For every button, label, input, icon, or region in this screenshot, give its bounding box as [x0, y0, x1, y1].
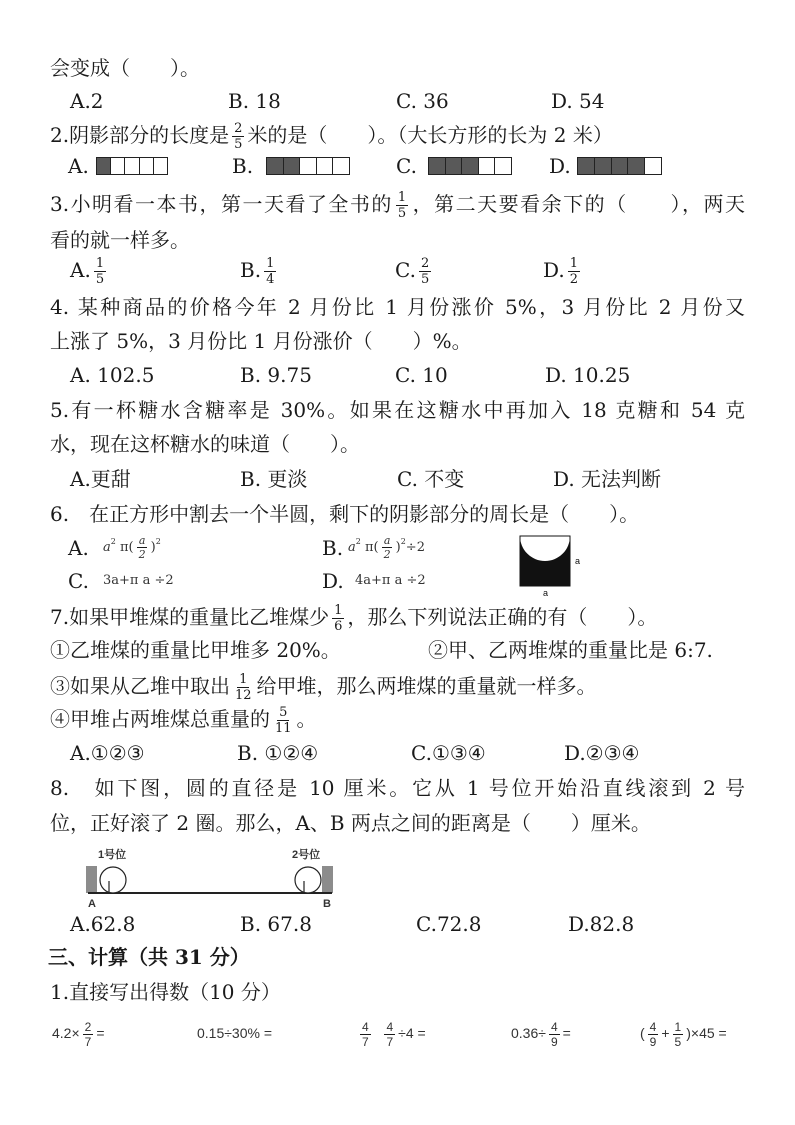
fraction — [232, 122, 244, 151]
numerator: 4 — [386, 1019, 394, 1034]
option-a-bar — [96, 157, 168, 175]
option-a-formula — [103, 533, 161, 563]
option-d-label: D. — [322, 569, 344, 593]
option-d: D.82.8 — [568, 912, 635, 936]
denominator: 4 — [266, 272, 275, 287]
point-a-label: A — [88, 898, 96, 910]
option-d — [543, 255, 583, 286]
formula-base: a — [103, 540, 111, 555]
calc-text: 4.2× — [52, 1025, 80, 1041]
shaded-cell — [97, 158, 111, 174]
option-b: B. 9.75 — [240, 363, 312, 387]
q4-options — [0, 360, 795, 390]
side-length-label: a — [575, 556, 581, 566]
q6-options-cd — [0, 566, 795, 596]
option-c: C.72.8 — [416, 912, 482, 936]
option-label: D. — [543, 258, 565, 282]
circle-position-1 — [100, 867, 126, 893]
option-b-bar — [266, 157, 350, 175]
statement-4-suffix: 。 — [296, 707, 317, 731]
fraction — [332, 604, 344, 633]
option-d: D. 10.25 — [545, 363, 631, 387]
formula-close: ) — [395, 540, 401, 555]
option-label: C. — [395, 258, 416, 282]
option-d: D.②③④ — [564, 741, 640, 765]
option-a: A.更甜 — [70, 467, 131, 491]
q8-stem-line2: 位，正好滚了 2 圈。那么，A、B 两点之间的距离是（ ）厘米。 — [50, 811, 651, 835]
fraction — [549, 1021, 560, 1048]
q4-stem-line2: 上涨了 5%，3 月份比 1 月份涨价（ ）%。 — [50, 329, 472, 353]
fraction — [137, 535, 148, 560]
statement-3-prefix: ③如果从乙堆中取出 — [50, 674, 230, 698]
numerator: a — [383, 534, 391, 547]
denominator: 9 — [550, 1034, 558, 1049]
fraction — [264, 257, 276, 286]
exponent: 2 — [155, 537, 161, 546]
option-c: C.①③④ — [411, 741, 486, 765]
option-b-formula — [348, 533, 425, 563]
square-semicircle-figure — [514, 532, 586, 598]
statement-2: ②甲、乙两堆煤的重量比是 6:7. — [428, 638, 713, 662]
denominator: 2 — [383, 548, 391, 561]
option-a: A.62.8 — [70, 912, 136, 936]
fraction — [273, 706, 294, 735]
numerator: 4 — [550, 1019, 558, 1034]
fraction — [360, 1021, 371, 1048]
empty-cell — [125, 158, 139, 174]
empty-cell — [111, 158, 125, 174]
option-a-label: A. — [68, 154, 89, 178]
q7-stem-suffix: ，那么下列说法正确的有（ ）。 — [347, 605, 658, 629]
right-wall-block — [322, 866, 333, 893]
option-b: B. 18 — [228, 89, 281, 113]
statement-4-prefix: ④甲堆占两堆煤总重量的 — [50, 707, 270, 731]
calc-text: ÷4 = — [398, 1025, 426, 1041]
option-a: A. 102.5 — [70, 363, 155, 387]
position-2-label: 2号位 — [292, 849, 321, 861]
q3-stem-line2: 看的就一样多。 — [50, 228, 190, 252]
q7-stem — [50, 602, 657, 632]
numerator: 1 — [569, 256, 578, 271]
q2-stem-prefix: 2.阴影部分的长度是 — [50, 123, 230, 147]
option-c-bar — [428, 157, 512, 175]
calc-text: = — [562, 1025, 571, 1041]
calc-text: = — [96, 1025, 105, 1041]
shaded-cell — [462, 158, 479, 174]
bottom-length-label: a — [543, 588, 549, 598]
fraction — [94, 257, 106, 286]
formula-pi: π( — [365, 540, 379, 555]
option-b: B. 更淡 — [240, 467, 308, 491]
section-title: 三、计算（共 31 分） — [48, 945, 250, 969]
denominator: 6 — [334, 619, 343, 634]
denominator: 5 — [397, 206, 407, 219]
q3-stem-suffix: ，第二天要看余下的（ ），两天 — [411, 192, 745, 216]
denominator: 9 — [649, 1034, 657, 1049]
point-b-label: B — [323, 898, 331, 910]
q2-stem-suffix: 米的是（ ）。（大长方形的长为 2 米） — [247, 123, 613, 147]
calc-item-2: 0.15÷30% = — [197, 1025, 273, 1041]
fraction — [568, 257, 580, 286]
calc-item-5 — [640, 1018, 727, 1048]
statement-3-suffix: 给甲堆，那么两堆煤的重量就一样多。 — [256, 674, 597, 698]
option-d: D. 无法判断 — [553, 467, 662, 491]
statement-3 — [50, 671, 597, 701]
option-a: A.2 — [70, 89, 104, 113]
numerator: 2 — [420, 256, 430, 271]
rolling-circle-diagram — [80, 843, 342, 911]
shaded-cell — [446, 158, 463, 174]
q3-stem-line1 — [50, 189, 745, 219]
numerator: 1 — [397, 190, 407, 205]
empty-cell — [300, 158, 317, 174]
denominator: 7 — [84, 1034, 92, 1049]
empty-cell — [495, 158, 511, 174]
option-d-formula: 4a+π a ÷2 — [355, 573, 426, 588]
q7-options — [0, 738, 795, 768]
option-a-label: A. — [68, 536, 89, 560]
formula-pi: π( — [120, 540, 134, 555]
formula-base: a — [348, 540, 356, 555]
fraction — [233, 673, 254, 702]
q5-stem-line1: 5.有一杯糖水含糖率是 30%。如果在这糖水中再加入 18 克糖和 54 克 — [50, 398, 745, 422]
circle-position-2 — [295, 867, 321, 893]
denominator: 2 — [138, 548, 146, 561]
fraction — [673, 1021, 684, 1048]
option-label: A. — [70, 258, 91, 282]
exponent: 2 — [400, 537, 406, 546]
option-a — [70, 255, 109, 286]
q8-stem-line1: 8. 如下图，圆的直径是 10 厘米。它从 1 号位开始沿直线滚到 2 号 — [50, 776, 745, 800]
exponent: 2 — [110, 537, 116, 546]
q2-options — [0, 151, 795, 181]
denominator: 5 — [674, 1034, 682, 1049]
denominator: 2 — [569, 272, 578, 287]
q2-stem — [50, 120, 613, 150]
numerator: 5 — [279, 705, 288, 720]
q1-options — [0, 86, 795, 116]
shaded-region — [520, 536, 570, 586]
numerator: 1 — [334, 603, 343, 618]
fraction — [648, 1021, 659, 1048]
fraction — [83, 1021, 94, 1048]
empty-cell — [645, 158, 661, 174]
q8-options — [0, 909, 795, 939]
statement-1: ①乙堆煤的重量比甲堆多 20%。 — [50, 638, 341, 662]
empty-cell — [154, 158, 167, 174]
option-b-label: B. — [322, 536, 344, 560]
option-c: C. 不变 — [397, 467, 465, 491]
denominator: 5 — [95, 272, 105, 287]
option-c — [395, 255, 434, 286]
option-b — [240, 255, 279, 286]
q1-stem-tail: 会变成（ ）。 — [50, 56, 200, 80]
option-b: B. ①②④ — [237, 741, 319, 765]
calc-row — [0, 1018, 795, 1048]
shaded-cell — [284, 158, 301, 174]
option-c: C. 10 — [395, 363, 448, 387]
left-wall-block — [86, 866, 97, 893]
empty-cell — [479, 158, 496, 174]
denominator: 5 — [420, 272, 430, 287]
calc-text: ( — [640, 1025, 645, 1041]
shaded-cell — [628, 158, 645, 174]
numerator: 1 — [674, 1019, 682, 1034]
shaded-cell — [578, 158, 595, 174]
formula-close: ) — [150, 540, 156, 555]
option-d: D. 54 — [551, 89, 605, 113]
q3-options — [0, 255, 795, 285]
option-c-label: C. — [68, 569, 89, 593]
position-1-label: 1号位 — [98, 849, 127, 861]
empty-cell — [317, 158, 334, 174]
fraction — [419, 257, 431, 286]
numerator: 2 — [234, 121, 243, 136]
q4-stem-line1: 4. 某种商品的价格今年 2 月份比 1 月份涨价 5%，3 月份比 2 月份又 — [50, 295, 745, 319]
numerator: 4 — [362, 1019, 369, 1034]
shaded-cell — [429, 158, 446, 174]
denominator: 12 — [235, 688, 252, 703]
fraction — [382, 535, 393, 560]
numerator: 1 — [95, 256, 105, 271]
numerator: 4 — [649, 1019, 657, 1034]
denominator: 7 — [386, 1034, 394, 1049]
fraction — [396, 191, 408, 219]
option-b-label: B. — [232, 154, 254, 178]
calc-subtitle: 1.直接写出得数（10 分） — [50, 980, 281, 1004]
q7-statements-12 — [0, 635, 795, 665]
calc-item-1 — [52, 1018, 105, 1048]
empty-cell — [333, 158, 349, 174]
numerator: 2 — [84, 1019, 92, 1034]
option-a: A.①②③ — [70, 741, 145, 765]
shaded-cell — [595, 158, 612, 174]
q6-stem: 6. 在正方形中割去一个半圆，剩下的阴影部分的周长是（ ）。 — [50, 502, 640, 526]
numerator: 1 — [239, 672, 248, 687]
shaded-cell — [267, 158, 284, 174]
q6-options-ab — [0, 533, 795, 563]
option-c-formula: 3a+π a ÷2 — [103, 573, 174, 588]
calc-item-4 — [511, 1018, 571, 1048]
denominator: 7 — [362, 1034, 369, 1049]
fraction — [384, 1021, 395, 1048]
q7-stem-prefix: 7.如果甲堆煤的重量比乙堆煤少 — [50, 605, 330, 629]
calc-item-3 — [357, 1018, 426, 1048]
statement-4 — [50, 704, 317, 734]
exponent: 2 — [355, 537, 361, 546]
numerator: a — [138, 534, 146, 547]
option-c-label: C. — [396, 154, 417, 178]
q5-options — [0, 464, 795, 494]
formula-tail: ÷2 — [405, 540, 425, 555]
shaded-cell — [612, 158, 629, 174]
denominator: 11 — [275, 721, 292, 736]
q5-stem-line2: 水，现在这杯糖水的味道（ ）。 — [50, 432, 360, 456]
denominator: 5 — [234, 137, 243, 152]
calc-text: 0.36÷ — [511, 1025, 546, 1041]
option-b: B. 67.8 — [240, 912, 312, 936]
empty-cell — [140, 158, 154, 174]
option-c: C. 36 — [396, 89, 449, 113]
calc-text: )×45 = — [686, 1025, 727, 1041]
option-d-label: D. — [549, 154, 571, 178]
numerator: 1 — [266, 256, 275, 271]
option-label: B. — [240, 258, 262, 282]
option-d-bar — [577, 157, 662, 175]
calc-text: + — [661, 1025, 670, 1041]
q3-stem-prefix: 3.小明看一本书，第一天看了全书的 — [50, 192, 393, 216]
